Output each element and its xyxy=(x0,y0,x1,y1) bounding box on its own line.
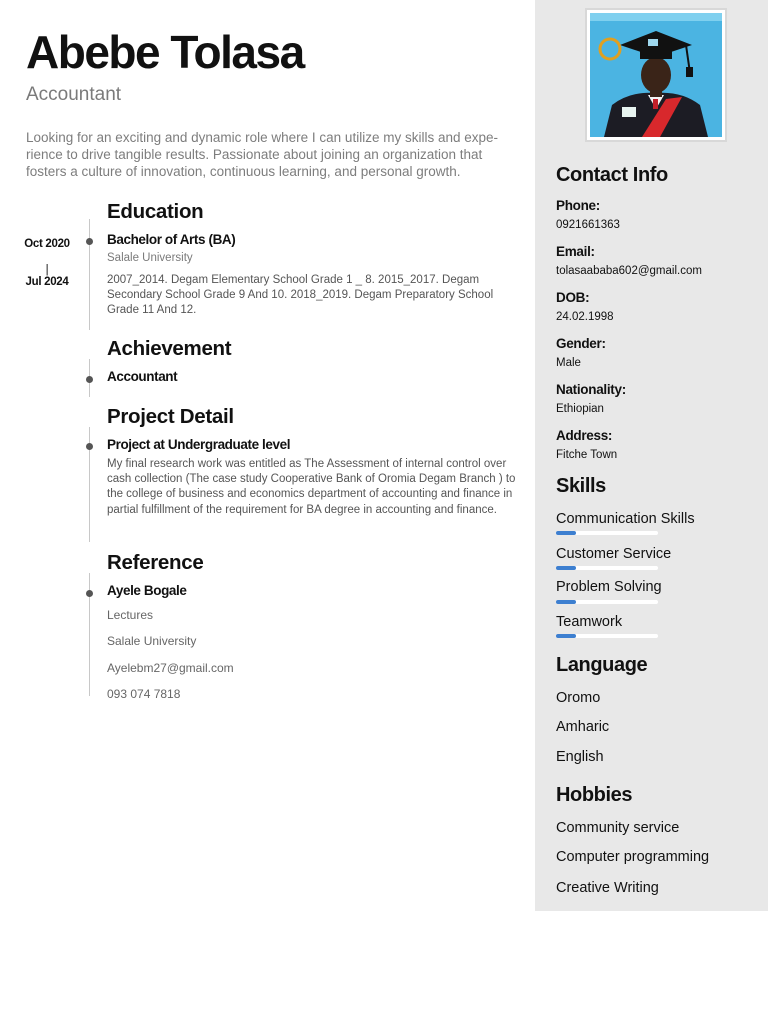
reference-name: Ayele Bogale xyxy=(107,583,187,598)
skill-level-fill xyxy=(556,600,576,604)
timeline-line xyxy=(89,219,90,330)
skill-level-fill xyxy=(556,634,576,638)
skill-name: Problem Solving xyxy=(556,579,662,595)
contact-value-address: Fitche Town xyxy=(556,449,618,461)
skill-name: Customer Service xyxy=(556,546,672,562)
resume-role: Accountant xyxy=(26,84,122,105)
contact-label-gender: Gender: xyxy=(556,336,606,351)
timeline-dot xyxy=(86,590,93,597)
contact-label-dob: DOB: xyxy=(556,290,590,305)
reference-phone: 093 074 7818 xyxy=(107,687,181,701)
skill-name: Teamwork xyxy=(556,614,623,630)
hobby-item: Community service xyxy=(556,820,680,836)
education-description: 2007_2014. Degam Elementary School Grade 1 _ 8. 2015_2017. Degam Secondary School Grade 9 And 10. 2018_2019. Degam Preparatory School Grade 11 And 12. xyxy=(107,274,494,317)
skill-bar xyxy=(556,600,658,604)
timeline-dot xyxy=(86,238,93,245)
skill-name: Communication Skills xyxy=(556,511,695,527)
section-title-hobbies: Hobbies xyxy=(556,784,633,806)
contact-label-phone: Phone: xyxy=(556,198,600,213)
achievement-item: Accountant xyxy=(107,369,178,384)
education-school: Salale University xyxy=(107,252,193,264)
timeline-dot xyxy=(86,443,93,450)
skill-bar xyxy=(556,531,658,535)
language-item: Oromo xyxy=(556,690,601,706)
reference-organization: Salale University xyxy=(107,634,197,648)
language-item: Amharic xyxy=(556,719,610,735)
contact-value-phone: 0921661363 xyxy=(556,219,620,231)
contact-label-email: Email: xyxy=(556,244,595,259)
resume-summary: Looking for an exciting and dynamic role where I can utilize my skills and experience to drive tangible results. Passionate about joining an organization that fosters a culture of innovation, continuous learning, and personal growth. xyxy=(26,130,498,179)
contact-value-dob: 24.02.1998 xyxy=(556,311,614,323)
hobby-item: Creative Writing xyxy=(556,880,659,896)
skill-bar xyxy=(556,634,658,638)
section-title-contact: Contact Info xyxy=(556,164,668,186)
contact-value-gender: Male xyxy=(556,357,581,369)
section-title-skills: Skills xyxy=(556,475,606,497)
timeline-dot xyxy=(86,376,93,383)
skill-bar xyxy=(556,566,658,570)
project-title: Project at Undergraduate level xyxy=(107,437,291,452)
section-title-achievement: Achievement xyxy=(107,337,232,360)
skill-level-fill xyxy=(556,531,576,535)
contact-value-nationality: Ethiopian xyxy=(556,403,604,415)
section-title-reference: Reference xyxy=(107,551,204,574)
hobby-item: Computer programming xyxy=(556,849,710,865)
education-degree: Bachelor of Arts (BA) xyxy=(107,232,236,247)
profile-photo xyxy=(585,8,727,142)
contact-label-nationality: Nationality: xyxy=(556,382,626,397)
education-date-separator: | xyxy=(45,264,49,276)
reference-position: Lectures xyxy=(107,608,154,622)
skill-level-fill xyxy=(556,566,576,570)
section-title-education: Education xyxy=(107,200,204,223)
project-description: My final research work was entitled as The Assessment of internal control over cash collection (The case study Cooperative Bank of Oromia Degam Branch ) to the college of business and economics department of accounting and finance in partial fulfillment of the requirement for BA degree in accounting and finance. xyxy=(107,458,516,516)
graduate-portrait-icon xyxy=(590,13,722,137)
resume-name: Abebe Tolasa xyxy=(26,26,304,78)
section-title-project: Project Detail xyxy=(107,405,234,428)
language-item: English xyxy=(556,749,604,765)
contact-value-email: tolasaababa602@gmail.com xyxy=(556,265,702,277)
section-title-language: Language xyxy=(556,654,648,676)
education-date-start: Oct 2020 xyxy=(24,238,70,250)
education-date-end: Jul 2024 xyxy=(25,276,69,288)
reference-email: Ayelebm27@gmail.com xyxy=(107,661,234,675)
contact-label-address: Address: xyxy=(556,428,613,443)
